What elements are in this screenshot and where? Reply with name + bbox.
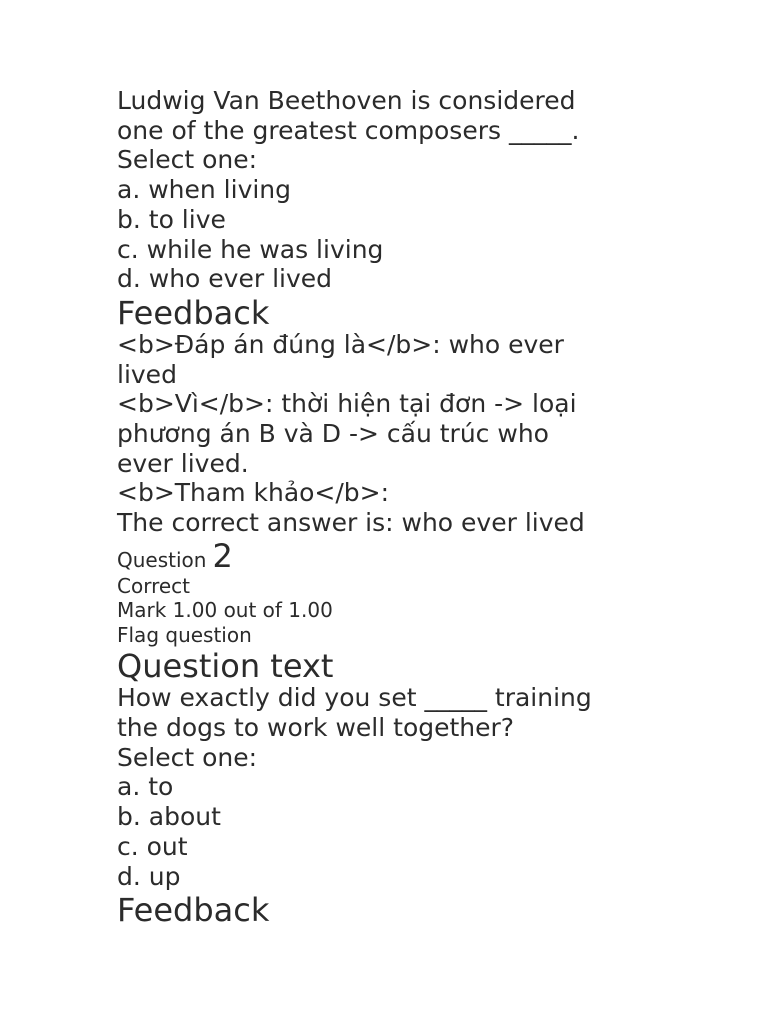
- answer-option-b[interactable]: b. to live: [117, 204, 226, 234]
- answer-option-a[interactable]: a. when living: [117, 175, 292, 205]
- feedback-heading: Feedback: [117, 293, 270, 332]
- question-mark: Mark 1.00 out of 1.00: [117, 598, 333, 623]
- question-label: Question: [117, 547, 207, 572]
- question-text-line: Ludwig Van Beethoven is considered: [117, 86, 576, 115]
- question-text-heading: Question text: [117, 647, 334, 686]
- question-text-line: the dogs to work well together?: [117, 713, 515, 743]
- flag-question-link[interactable]: Flag question: [117, 622, 252, 647]
- answer-option-d[interactable]: d. who ever lived: [117, 264, 333, 294]
- select-one-label: Select one:: [117, 145, 258, 175]
- question-2-block: [117, 538, 657, 928]
- feedback-line: <b>Đáp án đúng là</b>: who ever: [117, 329, 564, 359]
- question-status: Correct: [117, 573, 190, 598]
- question-1-block: [117, 86, 657, 538]
- select-one-label: Select one:: [117, 742, 258, 772]
- answer-option-c[interactable]: c. out: [117, 831, 188, 861]
- feedback-line: ever lived.: [117, 448, 249, 478]
- question-number-header: [117, 538, 657, 574]
- feedback-line: phương án B và D -> cấu trúc who: [117, 419, 549, 449]
- question-number: 2: [212, 536, 233, 575]
- question-text-line: How exactly did you set _____ training: [117, 683, 592, 713]
- question-text-line: one of the greatest composers _____.: [117, 115, 580, 145]
- feedback-line: lived: [117, 359, 177, 389]
- answer-option-b[interactable]: b. about: [117, 802, 221, 832]
- answer-option-d[interactable]: d. up: [117, 861, 181, 891]
- answer-option-a[interactable]: a. to: [117, 772, 174, 802]
- feedback-line: <b>Tham khảo</b>:: [117, 478, 390, 508]
- feedback-heading: Feedback: [117, 891, 270, 930]
- feedback-line: <b>Vì</b>: thời hiện tại đơn -> loại: [117, 389, 577, 419]
- correct-answer-line: The correct answer is: who ever lived: [117, 508, 585, 538]
- quiz-review-page: [117, 86, 657, 930]
- answer-option-c[interactable]: c. while he was living: [117, 234, 384, 264]
